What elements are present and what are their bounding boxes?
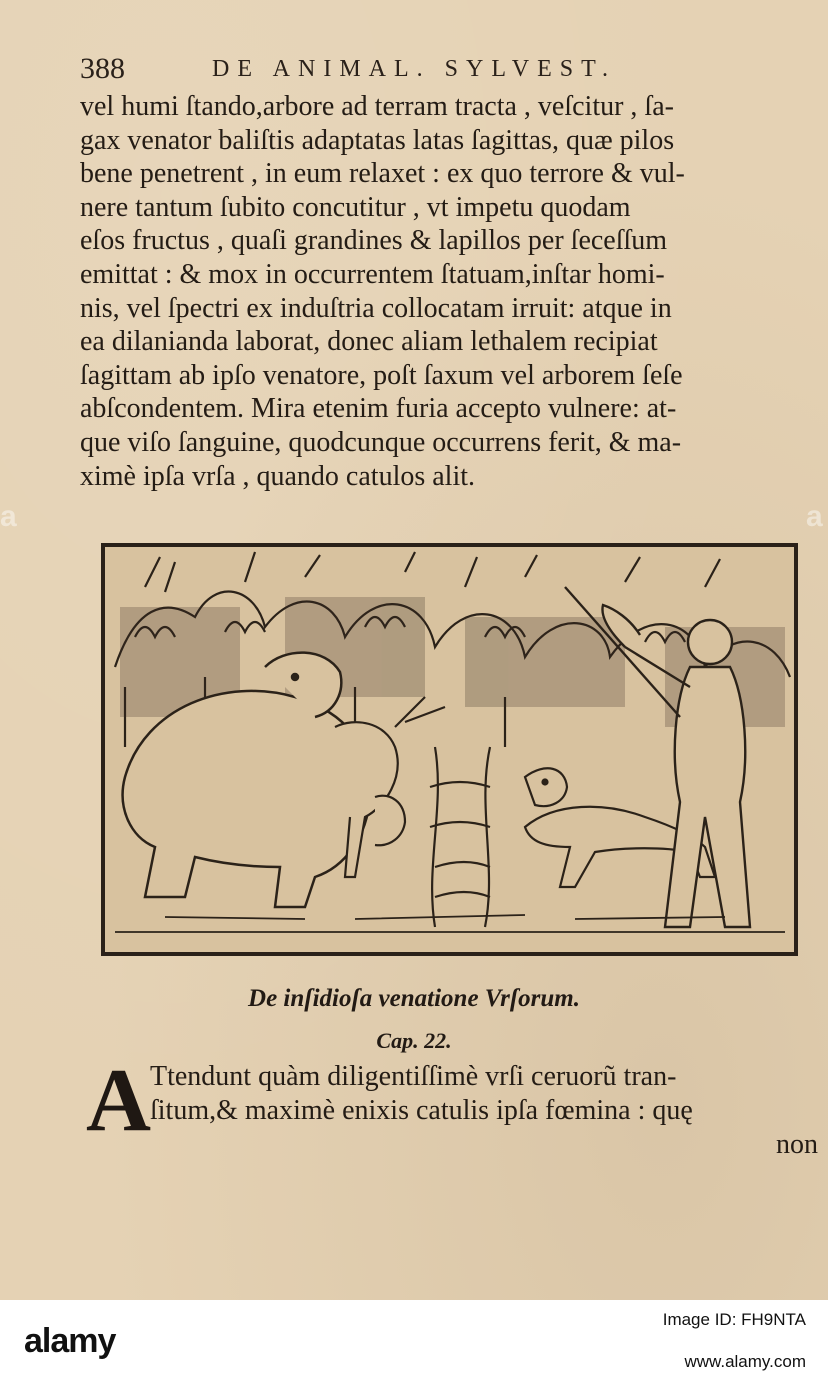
illustration-caption: De inſidioſa venatione Vrſorum. xyxy=(248,985,580,1012)
running-title: DE ANIMAL. SYLVEST. xyxy=(212,56,617,82)
body-text xyxy=(80,90,810,493)
text-line: abſcondentem. Mira etenim furia accepto vulnere: at- xyxy=(80,393,677,425)
stock-banner xyxy=(0,1300,828,1390)
text-line: vel humi ſtando,arbore ad terram tracta , veſcitur , ſa- xyxy=(80,91,674,122)
text-line: que viſo ſanguine, quodcunque occurrens ferit, & ma- xyxy=(80,426,682,458)
tree-trunk xyxy=(430,747,490,927)
text-line: emittat : & mox in occurrentem ſtatuam,inſtar homi- xyxy=(80,258,665,290)
text-line: ſitum,& maximè enixis catulis ipſa fœmina : quę xyxy=(150,1095,693,1126)
chapter-text xyxy=(150,1060,820,1162)
brand-logo: alamy xyxy=(24,1322,116,1360)
text-line: gax venator baliſtis adaptatas latas ſagittas, quæ pilos xyxy=(80,124,675,156)
woodcut-scene xyxy=(105,547,794,952)
chapter-label: Cap. 22. xyxy=(376,1028,452,1053)
text-line: Ttendunt quàm diligentiſſimè vrſi ceruorũ tran- xyxy=(150,1061,677,1092)
image-id: Image ID: FH9NTA xyxy=(662,1310,806,1329)
text-line: ximè ipſa vrſa , quando catulos alit. xyxy=(80,460,476,492)
woodcut-illustration xyxy=(101,543,798,956)
catchword: non xyxy=(776,1129,818,1160)
page-header xyxy=(80,52,720,92)
drop-cap: A xyxy=(86,1051,151,1150)
text-line: ſagittam ab ipſo venatore, poſt ſaxum vel arborem ſeſe xyxy=(80,359,683,391)
text-line: nis, vel ſpectri ex induſtria collocatam irruit: atque in xyxy=(80,292,672,324)
text-line: ea dilanianda laborat, donec aliam lethalem recipiat xyxy=(80,326,658,358)
watermark-mark: a xyxy=(806,500,823,533)
site-url: www.alamy.com xyxy=(684,1352,806,1371)
deer-carcass xyxy=(335,697,445,877)
text-line: nere tantum ſubito concutitur , vt impetu quodam xyxy=(80,191,631,223)
text-line: bene penetrent , in eum relaxet : ex quo terrore & vul- xyxy=(80,158,685,190)
text-line: eſos fructus , quaſi grandines & lapillos per ſeceſſum xyxy=(80,225,668,257)
watermark-mark: a xyxy=(0,500,17,533)
page-number: 388 xyxy=(80,52,125,85)
